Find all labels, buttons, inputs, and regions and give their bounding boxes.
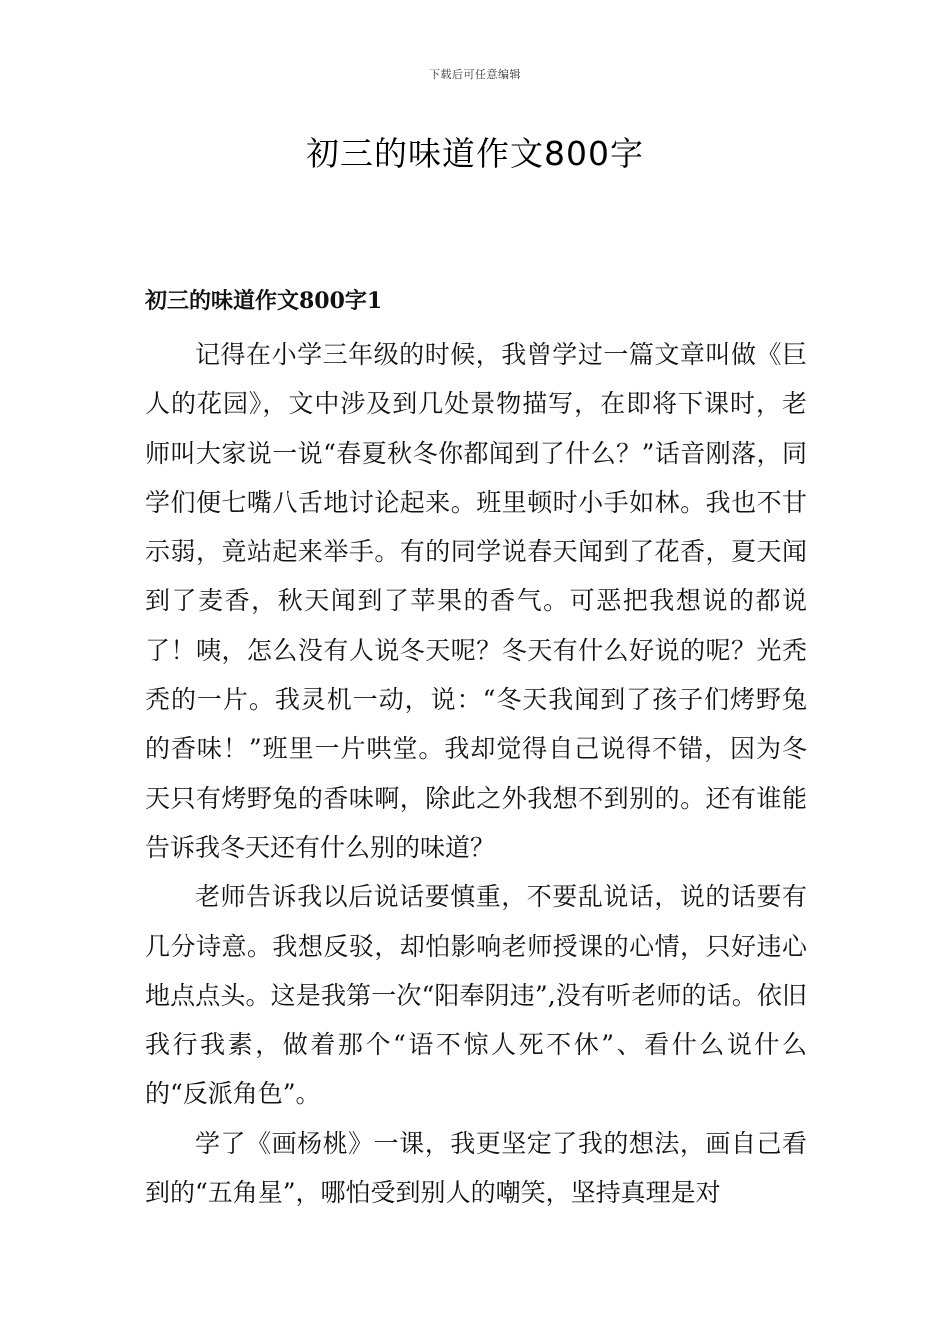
header-note: 下载后可任意编辑 (429, 68, 521, 81)
document-title: 初三的味道作文800字 (306, 134, 644, 173)
section-heading: 初三的味道作文800字1 (145, 288, 383, 314)
essay-body (145, 330, 807, 1217)
paragraph-3: 学了《画杨桃》一课，我更坚定了我的想法，画自己看到的“五角星”，哪怕受到别人的嘲笑，坚持真理是对 (145, 1128, 807, 1208)
paragraph-2: 老师告诉我以后说话要慎重，不要乱说话，说的话要有几分诗意。我想反驳，却怕影响老师授课的心情，只好违心地点点头。这是我第一次“阳奉阴违”,没有听老师的话。依旧我行我素，做着那个“语不惊人死不休”、看什么说什么的“反派角色”。 (145, 882, 807, 1109)
paragraph-1: 记得在小学三年级的时候，我曾学过一篇文章叫做《巨人的花园》，文中涉及到几处景物描写，在即将下课时，老师叫大家说一说“春夏秋冬你都闻到了什么？”话音刚落，同学们便七嘴八舌地讨论起来。班里顿时小手如林。我也不甘示弱，竟站起来举手。有的同学说春天闻到了花香，夏天闻到了麦香，秋天闻到了苹果的香气。可恶把我想说的都说了！咦，怎么没有人说冬天呢？冬天有什么好说的呢？光秃秃的一片。我灵机一动，说：“冬天我闻到了孩子们烤野兔的香味！”班里一片哄堂。我却觉得自己说得不错，因为冬天只有烤野兔的香味啊，除此之外我想不到别的。还有谁能告诉我冬天还有什么别的味道？ (145, 340, 807, 862)
